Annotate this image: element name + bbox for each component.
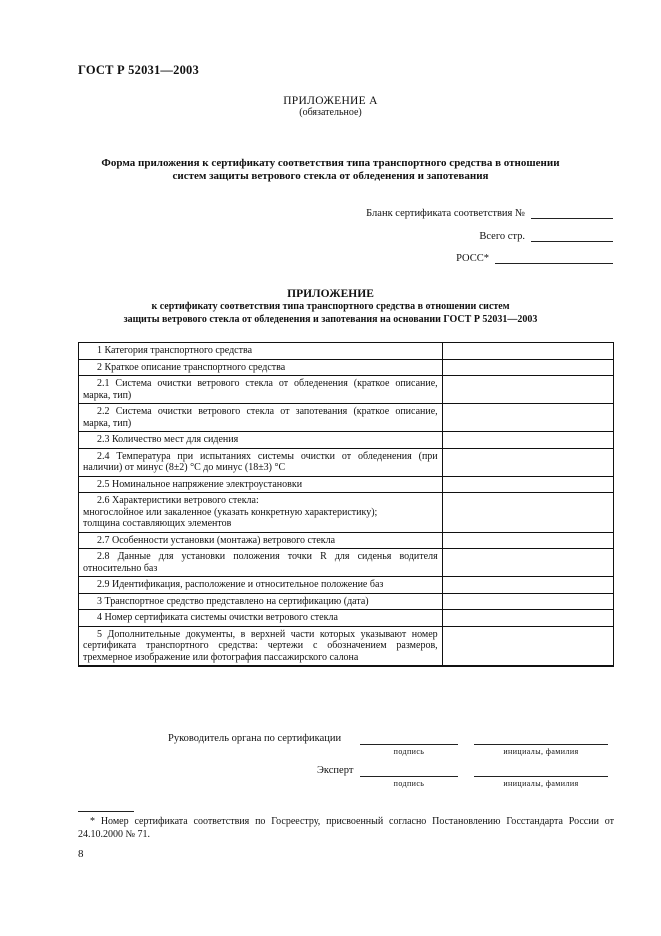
expert-name-line[interactable] xyxy=(474,776,608,777)
footnote: * Номер сертификата соответствия по Госреестру, присвоенный согласно Постановлению Госстандарта России от 24.10.2000 № 71. xyxy=(78,816,614,840)
row-label: 2.3 Количество мест для сидения xyxy=(79,432,443,449)
head-signature-caption: подпись xyxy=(393,747,425,756)
row-label: 5 Дополнительные документы, в верхней части которых указывают номер сертификата транспортного средства: чертежи с обозначением размеров, трехмерное изображение или фотография пассажирского салона xyxy=(79,626,443,666)
row-value-cell[interactable] xyxy=(442,376,613,404)
appendix-title: ПРИЛОЖЕНИЕ А xyxy=(283,95,378,107)
row-value-cell[interactable] xyxy=(442,549,613,577)
head-name-line[interactable] xyxy=(474,744,608,745)
total-pages-field xyxy=(479,231,613,242)
row-value-cell[interactable] xyxy=(442,610,613,627)
table-row xyxy=(79,359,614,376)
row-label: 2.1 Система очистки ветрового стекла от обледенения (краткое описание, марка, тип) xyxy=(79,376,443,404)
ross-field xyxy=(456,253,613,264)
attachment-table xyxy=(78,342,614,667)
head-of-certification-label: Руководитель органа по сертификации xyxy=(168,733,342,744)
row-label: 2.5 Номинальное напряжение электроустановки xyxy=(79,476,443,493)
attachment-subtitle-line-2: защиты ветрового стекла от обледенения и запотевания на основании ГОСТ Р 52031—2003 xyxy=(123,314,538,325)
table-row xyxy=(79,549,614,577)
row-value-cell[interactable] xyxy=(442,626,613,666)
table-row xyxy=(79,493,614,533)
attachment-title: ПРИЛОЖЕНИЕ xyxy=(287,288,374,300)
row-value-cell[interactable] xyxy=(442,532,613,549)
table-row xyxy=(79,577,614,594)
table-row xyxy=(79,376,614,404)
row-value-cell[interactable] xyxy=(442,493,613,533)
row-value-cell[interactable] xyxy=(442,577,613,594)
table-row xyxy=(79,448,614,476)
row-label: 4 Номер сертификата системы очистки ветрового стекла xyxy=(79,610,443,627)
row-value-cell[interactable] xyxy=(442,343,613,360)
page-number: 8 xyxy=(78,848,84,860)
footnote-divider xyxy=(78,811,134,812)
row-value-cell[interactable] xyxy=(442,432,613,449)
row-label: 2.6 Характеристики ветрового стекла: многослойное или закаленное (указать конкретную характеристику); толщина составляющих элементов xyxy=(79,493,443,533)
row-value-cell[interactable] xyxy=(442,448,613,476)
table-row xyxy=(79,610,614,627)
total-pages-line[interactable] xyxy=(531,232,613,242)
table-row xyxy=(79,532,614,549)
row-value-cell[interactable] xyxy=(442,593,613,610)
row-label: 1 Категория транспортного средства xyxy=(79,343,443,360)
certificate-blank-line[interactable] xyxy=(531,209,613,219)
table-row xyxy=(79,432,614,449)
head-name-caption: инициалы, фамилия xyxy=(503,747,579,756)
expert-label: Эксперт xyxy=(317,765,354,776)
row-label: 2.8 Данные для установки положения точки R для сиденья водителя относительно баз xyxy=(79,549,443,577)
table-row xyxy=(79,404,614,432)
document-code: ГОСТ Р 52031—2003 xyxy=(78,63,199,77)
ross-line[interactable] xyxy=(495,254,613,264)
row-value-cell[interactable] xyxy=(442,404,613,432)
row-label: 2.7 Особенности установки (монтажа) ветрового стекла xyxy=(79,532,443,549)
row-value-cell[interactable] xyxy=(442,359,613,376)
row-label: 2 Краткое описание транспортного средства xyxy=(79,359,443,376)
expert-signature-line[interactable] xyxy=(360,776,458,777)
table-row xyxy=(79,626,614,666)
row-value-cell[interactable] xyxy=(442,476,613,493)
form-title-line-2: систем защиты ветрового стекла от обледенения и запотевания xyxy=(172,170,489,182)
head-signature-line[interactable] xyxy=(360,744,458,745)
table-row xyxy=(79,343,614,360)
form-title-line-1: Форма приложения к сертификату соответствия типа транспортного средства в отношении xyxy=(101,157,560,169)
appendix-note: (обязательное) xyxy=(299,107,362,118)
total-pages-label: Всего стр. xyxy=(479,231,525,242)
ross-label: РОСС* xyxy=(456,253,489,264)
row-label: 3 Транспортное средство представлено на сертификацию (дата) xyxy=(79,593,443,610)
certificate-blank-label: Бланк сертификата соответствия № xyxy=(366,208,525,219)
table-row xyxy=(79,593,614,610)
expert-name-caption: инициалы, фамилия xyxy=(503,779,579,788)
row-label: 2.4 Температура при испытаниях системы очистки от обледенения (при наличии) от минус (8±2) °С до минус (18±3) °С xyxy=(79,448,443,476)
table-row xyxy=(79,476,614,493)
expert-signature-caption: подпись xyxy=(393,779,425,788)
row-label: 2.2 Система очистки ветрового стекла от запотевания (краткое описание, марка, тип) xyxy=(79,404,443,432)
row-label: 2.9 Идентификация, расположение и относительное положение баз xyxy=(79,577,443,594)
certificate-blank-field xyxy=(366,208,613,219)
attachment-subtitle-line-1: к сертификату соответствия типа транспортного средства в отношении систем xyxy=(151,301,510,312)
